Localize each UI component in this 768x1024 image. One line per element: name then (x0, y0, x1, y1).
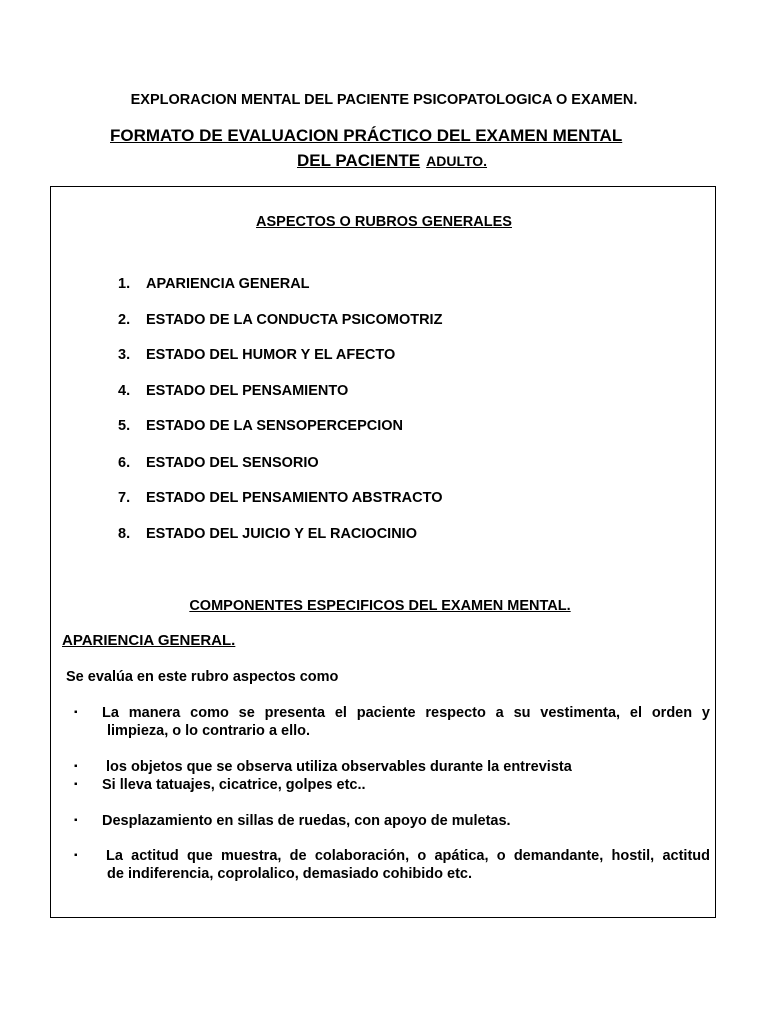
list-item (118, 526, 417, 542)
list-item-label: ESTADO DEL PENSAMIENTO ABSTRACTO (146, 490, 443, 506)
list-item (118, 347, 395, 363)
bullet-text-continued: de indiferencia, coprolalico, demasiado cohibido etc. (107, 866, 472, 882)
list-item-number: 6. (118, 455, 131, 471)
list-item-label: APARIENCIA GENERAL (146, 276, 310, 292)
bullet-text-continued: limpieza, o lo contrario a ello. (107, 723, 311, 739)
list-item-number: 2. (118, 312, 131, 328)
bullet-text: Si lleva tatuajes, cicatrice, golpes etc.. (102, 777, 366, 793)
list-item (118, 418, 403, 434)
form-title-line-2-small: ADULTO. (426, 153, 488, 169)
list-item (118, 455, 319, 471)
content-box (50, 186, 716, 918)
list-item-label: ESTADO DE LA SENSOPERCEPCION (146, 418, 404, 434)
list-item-number: 5. (118, 418, 131, 434)
list-item-number: 7. (118, 490, 131, 506)
bullet-icon: ▪ (74, 707, 78, 718)
specific-components-heading: COMPONENTES ESPECIFICOS DEL EXAMEN MENTAL. (189, 598, 571, 614)
form-title-line-1: FORMATO DE EVALUACION PRÁCTICO DEL EXAMEN MENTAL (110, 126, 623, 145)
list-item-number: 4. (118, 383, 131, 399)
bullet-icon: ▪ (74, 850, 78, 861)
appearance-intro: Se evalúa en este rubro aspectos como (66, 669, 339, 685)
appearance-subheading: APARIENCIA GENERAL. (62, 632, 236, 649)
list-item-label: ESTADO DEL JUICIO Y EL RACIOCINIO (146, 526, 417, 542)
list-item-label: ESTADO DEL HUMOR Y EL AFECTO (146, 347, 396, 363)
bullet-text: La actitud que muestra, de colaboración, o apática, o demandante, hostil, actitud (106, 848, 710, 864)
list-item-number: 3. (118, 347, 131, 363)
list-item (118, 276, 310, 292)
bullet-text: La manera como se presenta el paciente respecto a su vestimenta, el orden y (102, 705, 710, 721)
bullet-text: los objetos que se observa utiliza observables durante la entrevista (106, 759, 572, 775)
form-title-line-2 (297, 151, 487, 171)
general-aspects-heading: ASPECTOS O RUBROS GENERALES (256, 214, 512, 230)
list-item-label: ESTADO DEL SENSORIO (146, 455, 319, 471)
list-item (118, 312, 442, 328)
bullet-icon: ▪ (74, 815, 78, 826)
form-title-line-2-main: DEL PACIENTE (297, 151, 421, 170)
list-item (118, 490, 442, 506)
document-header: EXPLORACION MENTAL DEL PACIENTE PSICOPATOLOGICA O EXAMEN. (130, 92, 638, 108)
list-item-label: ESTADO DE LA CONDUCTA PSICOMOTRIZ (146, 312, 443, 328)
list-item-label: ESTADO DEL PENSAMIENTO (146, 383, 349, 399)
bullet-icon: ▪ (74, 761, 78, 772)
bullet-text: Desplazamiento en sillas de ruedas, con apoyo de muletas. (102, 813, 511, 829)
list-item-number: 1. (118, 276, 131, 292)
list-item-number: 8. (118, 526, 131, 542)
list-item (118, 383, 348, 399)
bullet-icon: ▪ (74, 779, 78, 790)
